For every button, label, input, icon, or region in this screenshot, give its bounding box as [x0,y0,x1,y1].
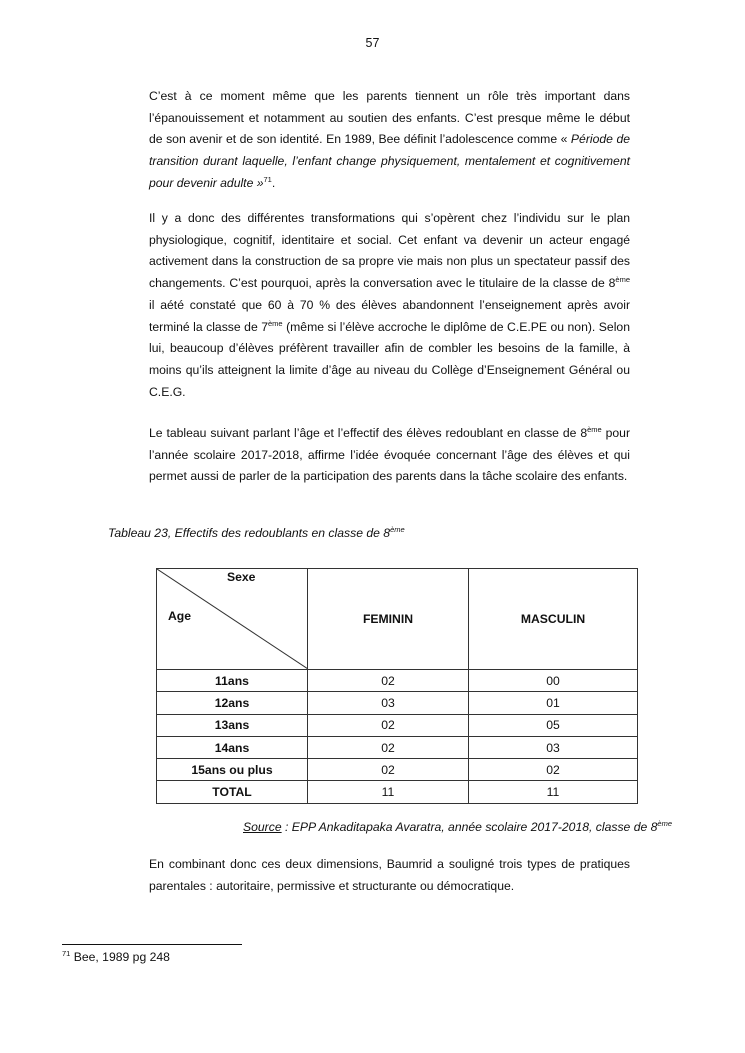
cell-feminin: 03 [308,692,469,714]
redoublants-table [156,568,637,804]
cell-masculin-total: 11 [469,781,638,803]
cell-masculin: 02 [469,759,638,781]
table-caption [108,526,405,540]
header-feminin: FEMININ [308,569,469,670]
p2-text-a: Il y a donc des différentes transformations qui s’opèrent chez l’individu sur le plan physiologique, cognitif, identitaire et social. Cet enfant va devenir un acteur engagé activement dans la construction de sa propre vie mais non plus un spectateur passif des changements. C’est pourquoi, après la conversation avec le titulaire de la classe de 8 [149,211,630,291]
cell-feminin: 02 [308,670,469,692]
table-row [157,670,638,692]
cell-masculin: 00 [469,670,638,692]
paragraph-table-intro [149,423,630,488]
table-total-row [157,781,638,803]
p1-text: C’est à ce moment même que les parents tiennent un rôle très important dans l’épanouissement et notamment au soutien des enfants. C’est presque même le début de son avenir et de son identité. En 1989, Bee définit l’adolescence comme « [149,89,630,147]
table-row [157,692,638,714]
superscript: ème [268,318,283,328]
table-header-row [157,569,638,670]
caption-text: Tableau 23, Effectifs des redoublants en classe de 8 [108,526,391,540]
superscript: ème [587,425,602,434]
p1-end: . [271,175,276,190]
paragraph-adolescence-definition [149,86,630,195]
footnote-separator [62,944,242,945]
p2-text-c: (même si l’élève accroche le diplôme de C.E.PE ou non). Selon lui, beaucoup d’élèves préfèrent travailler afin de combler les besoins de la famille, à moins qu’ils atteignent la limite d’âge au niveau du Collège d’Enseignement Général ou C.E.G. [149,319,630,399]
source-label: Source [243,820,282,834]
row-label: 14ans [157,736,308,758]
data-table [156,568,638,804]
p3-text-b: pour l’année scolaire 2017-2018, affirme l’idée évoquée concernant l’âge des élèves et qui permet aussi de parler de la participation des parents dans la tâche scolaire des enfants. [149,426,630,484]
footnote-number: 71 [62,949,71,958]
header-masculin: MASCULIN [469,569,638,670]
corner-label-sexe: Sexe [227,570,256,584]
corner-label-age: Age [168,609,192,623]
table-row [157,736,638,758]
cell-feminin: 02 [308,714,469,736]
table-source [243,820,672,834]
paragraph-transformations [149,208,630,403]
cell-masculin: 05 [469,714,638,736]
superscript: ème [657,819,673,828]
table-row [157,714,638,736]
row-label: 12ans [157,692,308,714]
p2-text-b: il aété constaté que 60 à 70 % des élèves abandonnent l’enseignement après avoir terminé la classe de 7 [149,297,630,334]
paragraph-baumrind: En combinant donc ces deux dimensions, Baumrid a souligné trois types de pratiques parentales : autoritaire, permissive et structurante ou démocratique. [149,857,630,893]
source-text: : EPP Ankaditapaka Avaratra, année scolaire 2017-2018, classe de 8 [281,820,658,834]
footnote [62,950,170,964]
footnote-text: Bee, 1989 pg 248 [70,950,170,964]
cell-feminin: 02 [308,759,469,781]
cell-masculin: 03 [469,736,638,758]
row-label-total: TOTAL [157,781,308,803]
bee-quote: Période de transition durant laquelle, l’enfant change physiquement, mentalement et cognitivement pour devenir adulte » [149,132,631,190]
diagonal-corner-cell [157,569,308,670]
footnote-ref: 71 [263,174,272,184]
page-number: 57 [365,36,380,50]
p3-text-a: Le tableau suivant parlant l’âge et l’effectif des élèves redoublant en classe de 8 [149,426,588,440]
cell-feminin: 02 [308,736,469,758]
cell-masculin: 01 [469,692,638,714]
superscript: ème [390,525,405,534]
cell-feminin-total: 11 [308,781,469,803]
superscript: ème [615,275,630,285]
row-label: 15ans ou plus [157,759,308,781]
table-row [157,759,638,781]
row-label: 11ans [157,670,308,692]
row-label: 13ans [157,714,308,736]
